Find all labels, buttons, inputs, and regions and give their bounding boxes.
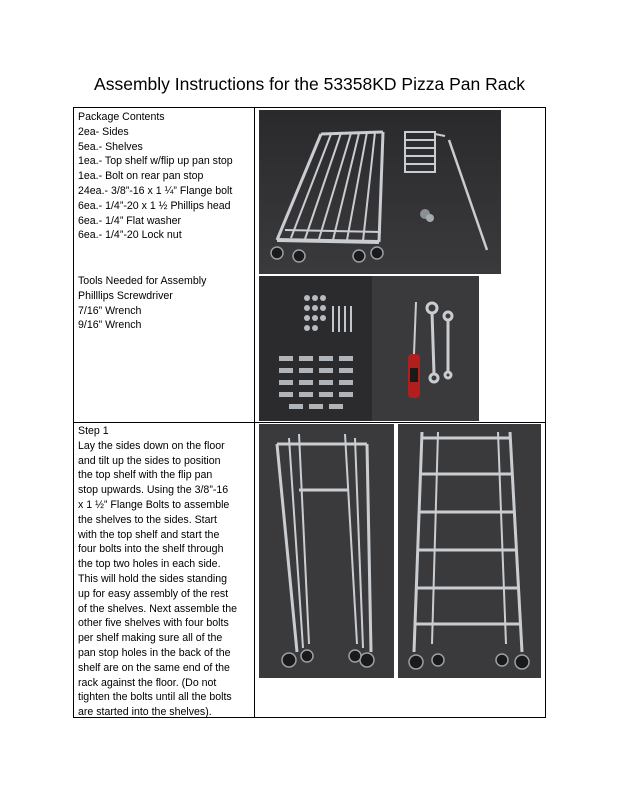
step-line: the top shelf with the flip pan: [78, 469, 213, 482]
step-line: x 1 ½” Flange Bolts to assemble: [78, 498, 230, 511]
step-line: tighten the bolts until all the bolts: [78, 691, 232, 704]
step-line: with the top shelf and start the: [78, 528, 220, 541]
step-line: pan stop holes in the back of the: [78, 646, 231, 659]
page-title: Assembly Instructions for the 53358KD Pizza Pan Rack: [94, 74, 525, 94]
row-divider: [74, 422, 545, 423]
tools-heading: Tools Needed for Assembly: [78, 275, 207, 287]
tool-item: 7/16” Wrench: [78, 304, 142, 317]
photo-step1-assembled: [398, 424, 541, 678]
package-item: 1ea.- Top shelf w/flip up pan stop: [78, 155, 233, 168]
step-line: of the shelves. Next assemble the: [78, 602, 237, 615]
step-1: [78, 424, 250, 720]
step-line: are started into the shelves).: [78, 706, 212, 719]
package-contents-heading: Package Contents: [78, 111, 165, 123]
package-item: 5ea.- Shelves: [78, 140, 143, 153]
tools-needed: [78, 274, 250, 333]
tool-item: 9/16” Wrench: [78, 319, 142, 332]
instruction-table: [73, 107, 546, 718]
package-item: 24ea.- 3/8”-16 x 1 ¼” Flange bolt: [78, 184, 233, 197]
step-line: and tilt up the sides to position: [78, 454, 221, 467]
step-line: rack against the floor. (Do not: [78, 676, 217, 689]
package-item: 1ea.- Bolt on rear pan stop: [78, 170, 204, 183]
photo-rack-parts: [259, 110, 501, 274]
step-line: the top two holes in each side.: [78, 558, 221, 571]
step-line: per shelf making sure all of the: [78, 632, 223, 645]
package-item: 6ea.- 1/4” Flat washer: [78, 214, 182, 227]
package-item: 2ea- Sides: [78, 125, 129, 138]
step-line: shelf are on the same end of the: [78, 661, 230, 674]
step-line: other five shelves with four bolts: [78, 617, 229, 630]
step-line: four bolts into the shelf through: [78, 543, 224, 556]
photo-bolts: [259, 276, 372, 421]
step-line: Lay the sides down on the floor: [78, 439, 225, 452]
column-divider: [254, 108, 255, 717]
photo-tools: [372, 276, 479, 421]
photo-step1-sides: [259, 424, 394, 678]
tool-item: Philllips Screwdriver: [78, 289, 173, 302]
package-contents: [78, 110, 250, 243]
package-item: 6ea.- 1/4”-20 x 1 ½ Phillips head: [78, 199, 231, 212]
step-line: This will hold the sides standing: [78, 572, 227, 585]
step-1-heading: Step 1: [78, 425, 109, 437]
step-line: up for easy assembly of the rest: [78, 587, 229, 600]
step-line: the shelves to the sides. Start: [78, 513, 217, 526]
step-line: stop upwards. Using the 3/8”-16: [78, 484, 229, 497]
package-item: 6ea.- 1/4”-20 Lock nut: [78, 229, 182, 242]
